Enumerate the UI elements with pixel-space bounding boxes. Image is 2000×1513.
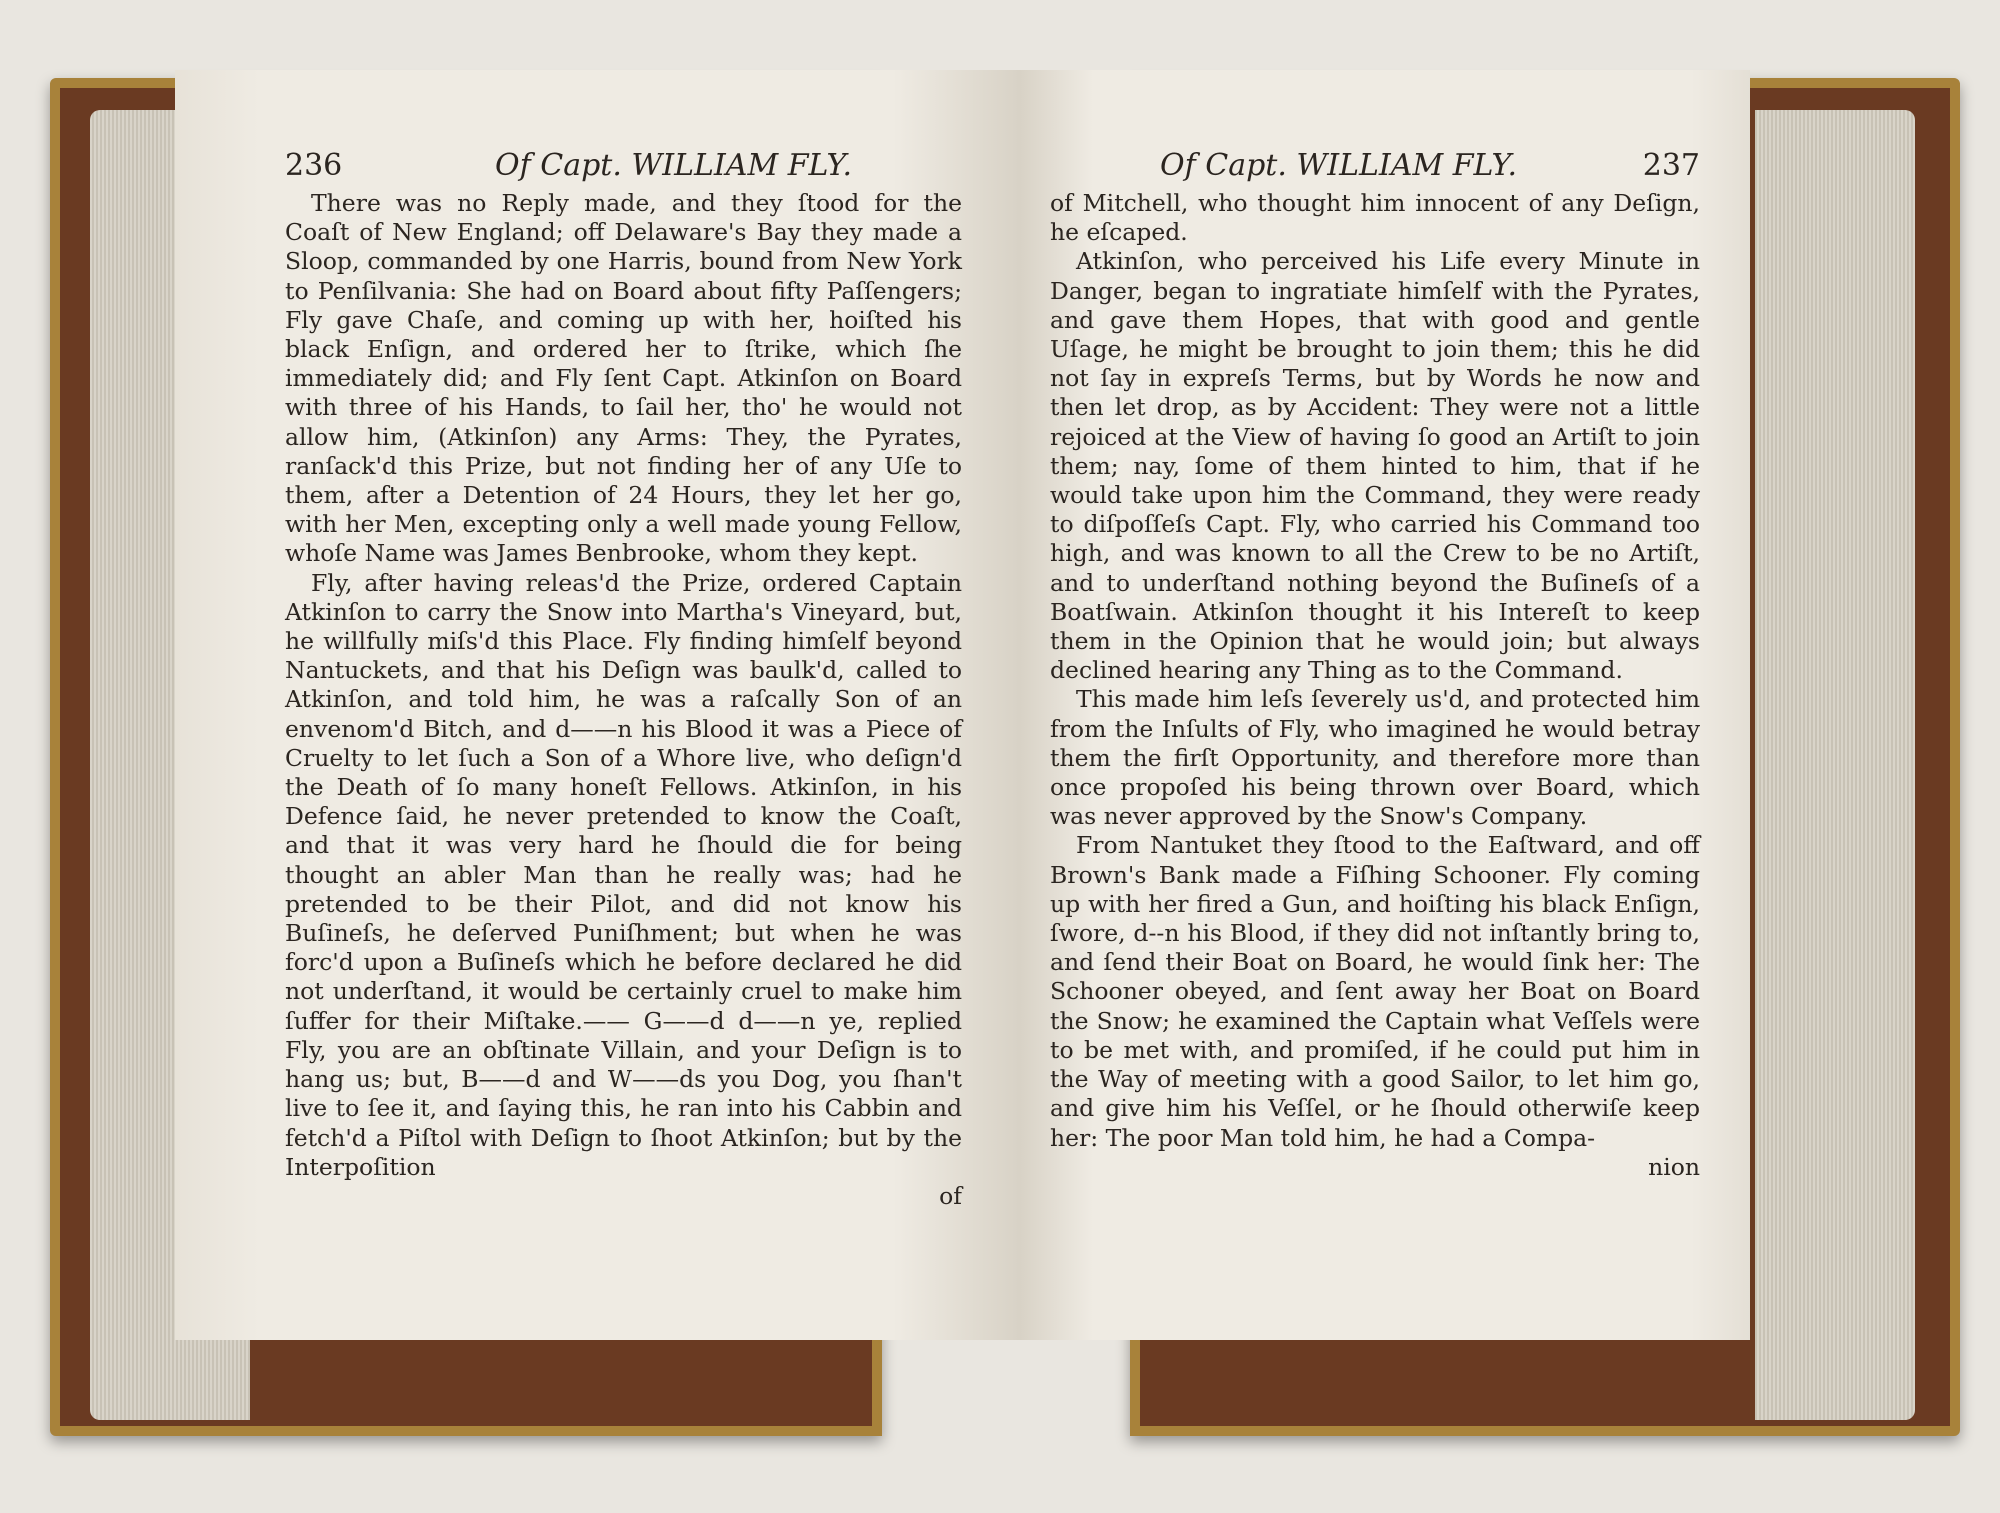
left-body-text [285, 189, 962, 1182]
paragraph: From Nantuket they ſtood to the Eaſtward, and off Brown's Bank made a Fiſhing Schooner. Fly coming up with her fired a Gun, and hoiſting his black Enſign, ſwore, d--n his Blood, if they did not inſtantly bring to, and ſend their Boat on Board, he would ſink her: The Schooner obeyed, and ſent away her Boat on Board the Snow; he examined the Captain what Veſſels were to be met with, and promiſed, if he could put him in the Way of meeting with a good Sailor, to let him go, and give him his Veſſel, or he ſhould otherwiſe keep her: The poor Man told him, he had a Compa- [1050, 831, 1700, 1152]
left-page [175, 70, 1020, 1340]
paragraph: of Mitchell, who thought him innocent of any Deſign, he eſcaped. [1050, 189, 1700, 247]
right-running-head [1050, 148, 1700, 183]
running-title: Of Capt. WILLIAM FLY. [495, 148, 852, 183]
catchword: of [939, 1181, 962, 1210]
right-body-text [1050, 189, 1700, 1153]
paragraph: This made him leſs ſeverely us'd, and protected him from the Inſults of Fly, who imagined he would betray them the firſt Opportunity, and therefore more than once propoſed his being thrown over Board, which was never approved by the Snow's Company. [1050, 685, 1700, 831]
page-number: 236 [285, 148, 343, 183]
paragraph: There was no Reply made, and they ſtood for the Coaſt of New England; off Delaware's Bay they made a Sloop, commanded by one Harris, bound from New York to Penſilvania: She had on Board about fifty Paſſengers; Fly gave Chaſe, and coming up with her, hoiſted his black Enſign, and ordered her to ſtrike, which ſhe immediately did; and Fly ſent Capt. Atkinſon on Board with three of his Hands, to ſail her, tho' he would not allow him, (Atkinſon) any Arms: They, the Pyrates, ranſack'd this Prize, but not finding her of any Uſe to them, after a Detention of 24 Hours, they let her go, with her Men, excepting only a well made young Fellow, whoſe Name was James Benbrooke, whom they kept. [285, 189, 962, 568]
paragraph: Fly, after having releas'd the Prize, ordered Captain Atkinſon to carry the Snow into Martha's Vineyard, but, he willfully miſs'd this Place. Fly finding himſelf beyond Nantuckets, and that his Deſign was baulk'd, called to Atkinſon, and told him, he was a raſcally Son of an envenom'd Bitch, and d——n his Blood it was a Piece of Cruelty to let ſuch a Son of a Whore live, who deſign'd the Death of ſo many honeſt Fellows. Atkinſon, in his Defence ſaid, he never pretended to know the Coaſt, and that it was very hard he ſhould die for being thought an abler Man than he really was; had he pretended to be their Pilot, and did not know his Buſineſs, he deſerved Puniſhment; but when he was forc'd upon a Buſineſs which he before declared he did not underſtand, it would be certainly cruel to make him ſuffer for their Miſtake.—— G——d d——n ye, replied Fly, you are an obſtinate Villain, and your Deſign is to hang us; but, B——d and W——ds you Dog, you ſhan't live to ſee it, and ſaying this, he ran into his Cabbin and fetch'd a Piſtol with Deſign to ſhoot Atkinſon; but by the Interpoſition [285, 568, 962, 1181]
paragraph: Atkinſon, who perceived his Life every Minute in Danger, began to ingratiate himſelf with the Pyrates, and gave them Hopes, that with good and gentle Uſage, he might be brought to join them; this he did not ſay in expreſs Terms, but by Words he now and then let drop, as by Accident: They were not a little rejoiced at the View of having ſo good an Artiſt to join them; nay, ſome of them hinted to him, that if he would take upon him the Command, they were ready to diſpoſſeſs Capt. Fly, who carried his Command too high, and was known to all the Crew to be no Artiſt, and to underſtand nothing beyond the Buſineſs of a Boatſwain. Atkinſon thought it his Intereſt to keep them in the Opinion that he would join; but always declined hearing any Thing as to the Command. [1050, 247, 1700, 685]
right-page [1020, 70, 1750, 1340]
running-title: Of Capt. WILLIAM FLY. [1160, 148, 1517, 183]
left-running-head [285, 148, 962, 183]
page-number: 237 [1642, 148, 1700, 183]
right-page-edges [1755, 110, 1915, 1420]
catchword: nion [1648, 1152, 1700, 1181]
